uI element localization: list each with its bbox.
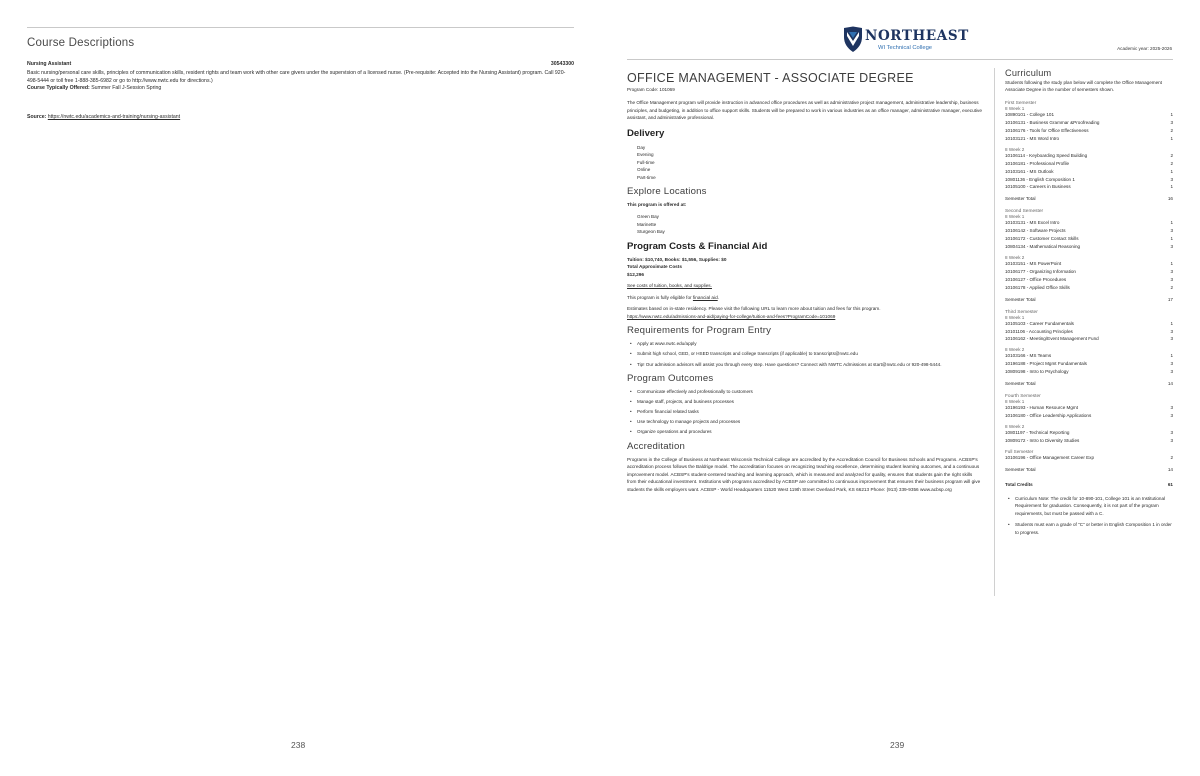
source-link[interactable]: https://nwtc.edu/academics-and-training/nursing-assistant: [47, 114, 181, 120]
page-number: 239: [890, 740, 905, 750]
curriculum-notes: [1005, 495, 1173, 537]
outcomes-list: [627, 388, 982, 436]
course-row: [1005, 335, 1173, 343]
week-label: 8 Week 1: [1005, 314, 1025, 320]
list-item: • Submit high school, GED, or HSED transcripts and college transcripts (if applicable) to transcripts@nwtc.edu: [627, 350, 982, 357]
course-row: [1005, 454, 1173, 462]
semester-total-label: Semester Total: [1005, 196, 1036, 202]
course-credits: 2: [1170, 160, 1173, 166]
course-credits: 1: [1170, 261, 1173, 266]
source-line: [27, 114, 180, 120]
semester-total-value: 14: [1167, 466, 1173, 472]
list-item: Day: [637, 144, 646, 150]
shield-logo-icon: [843, 26, 863, 53]
course-name: 10106114 - Keyboarding Speed Building: [1005, 152, 1088, 158]
course-credits: 1: [1170, 184, 1173, 190]
course-row: [1005, 119, 1173, 127]
locations-intro: This program is offered at:: [627, 202, 687, 208]
week-label: 8 Week 2: [1005, 423, 1025, 429]
course-name: 10106196 - Office Management Career Exp: [1005, 454, 1095, 460]
locations-list: [637, 213, 982, 236]
course-credits: 3: [1170, 268, 1173, 274]
course-credits: 3: [1170, 429, 1173, 435]
course-name: 10890101 - College 101: [1005, 112, 1055, 118]
week-label: 8 Week 1: [1005, 106, 1025, 112]
course-credits: 2: [1170, 128, 1173, 134]
week-label: 8 Week 2: [1005, 347, 1025, 353]
list-item: Green Bay: [637, 213, 659, 219]
total-costs-value: $12,296: [627, 271, 644, 277]
course-name: 10106177 - Organizing Information: [1005, 268, 1076, 274]
course-credits: 2: [1170, 152, 1173, 158]
right-page: [600, 0, 1200, 776]
course-row: [1005, 368, 1173, 376]
course-row: [1005, 360, 1173, 368]
course-heading: [27, 61, 574, 67]
course-row: [1005, 152, 1173, 160]
logo-name: NORTHEAST: [865, 28, 969, 44]
accreditation-text: Programs in the College of Business at Northeast Wisconsin Technical College are accredited by the Accreditation Council for Business Schools and Programs. ACBSP's accreditation process follows the Baldrige model. The accreditation focuses on recognizing teaching excellence, determining student learning outcomes, and a continuous improvement model. ACBSP's student-centered teaching and learning approach, which is measured and analyzed for quality, ensures that students gain the right skills from their educational investment. Institutions with programs accredited by ACBSP are committed to continuous improvement that ensures their business program will give students the skills employers want. ACBSP - World Headquarters 11520 West 119th Street Overland Park, KS 66213 Phone: (913) 339-9356 www.acbsp.org: [627, 456, 981, 492]
costs-link[interactable]: See costs of tuition, books, and supplies.: [627, 283, 712, 289]
course-row: [1005, 404, 1173, 412]
course-credits: 1: [1170, 236, 1173, 242]
estimates-link[interactable]: https://www.nwtc.edu/admissions-and-aid/paying-for-college/tuition-and-fees?ProgramCode=101069: [627, 313, 836, 319]
financial-aid-text: This program is fully eligible for: [627, 294, 693, 300]
course-credits: 2: [1170, 454, 1173, 460]
semester-total-label: Semester Total: [1005, 466, 1036, 472]
page-number: 238: [291, 740, 306, 750]
semester-total-value: 17: [1167, 296, 1173, 302]
course-name: 10801136 - English Composition 1: [1005, 176, 1075, 182]
total-credits-value: 61: [1167, 481, 1173, 487]
course-credits: 3: [1170, 361, 1173, 367]
course-row: [1005, 183, 1173, 191]
week-label: 8 Week 2: [1005, 146, 1025, 152]
course-name: 10103121 - MS Word Intro: [1005, 135, 1060, 141]
semester-title: Fourth Semester: [1005, 394, 1041, 400]
course-credits: 3: [1170, 328, 1173, 334]
program-intro: The Office Management program will provide instruction in advanced office procedures as well as administrative project management, administrative leadership, business principles, and budgeting, in addition to office support skills. Students will be prepared to work in various industries as an office manager, administrative manager, executive assistant, and administrative professional.: [627, 100, 982, 121]
course-row: [1005, 111, 1173, 119]
curriculum-intro: Students following the study plan below will complete the Office Management Associate Degree in the number of semesters shown.: [1005, 80, 1162, 93]
course-name: 10101106 - Accounting Principles: [1005, 328, 1073, 334]
locations-heading: Explore Locations: [627, 186, 707, 198]
course-row: [1005, 429, 1173, 437]
semester-title: Third Semester: [1005, 309, 1038, 315]
program-title: OFFICE MANAGEMENT - ASSOCIATE DEGREE: [627, 71, 914, 85]
course-credits: 3: [1170, 228, 1173, 234]
offered-label: Course Typically Offered:: [27, 85, 90, 91]
course-credits: 1: [1170, 220, 1173, 226]
requirements-heading: Requirements for Program Entry: [627, 325, 772, 337]
course-credits: 1: [1170, 320, 1173, 326]
list-item: Online: [637, 167, 651, 173]
course-row: [1005, 235, 1173, 243]
course-name: 10106180 - Office Leadership Applications: [1005, 412, 1092, 418]
course-name: 10106181 - Professional Profile: [1005, 160, 1070, 166]
course-row: [1005, 412, 1173, 420]
course-credits: 1: [1170, 168, 1173, 174]
course-credits: 3: [1170, 405, 1173, 411]
course-row: [1005, 243, 1173, 251]
course-name: 10106176 - Tools for Office Effectiveness: [1005, 128, 1089, 134]
semester-total-value: 14: [1167, 381, 1173, 387]
list-item: • Apply at www.nwtc.edu/apply: [627, 340, 982, 347]
course-name: 10103166 - MS Teams: [1005, 353, 1052, 359]
course-code: 30543300: [550, 61, 574, 67]
course-credits: 1: [1170, 135, 1173, 141]
program-details: [627, 70, 982, 493]
college-logo: [843, 26, 969, 56]
list-item: Marinette: [637, 221, 657, 227]
offered-value: Summer Fall J-Session Spring: [89, 85, 162, 91]
semester-total-value: 16: [1167, 196, 1173, 202]
course-name: 10105100 - Careers in Business: [1005, 184, 1071, 190]
academic-year: Academic year: 2025-2026: [1117, 46, 1172, 51]
course-credits: 3: [1170, 336, 1173, 342]
week-label: 8 Week 2: [1005, 255, 1025, 260]
list-item: Sturgeon Bay: [637, 229, 665, 235]
top-divider: [27, 27, 574, 28]
course-credits: 3: [1170, 276, 1173, 282]
logo-subtitle: WI Technical College: [878, 45, 933, 51]
total-credits-label: Total Credits: [1005, 481, 1033, 487]
total-credits: [1005, 482, 1173, 487]
financial-aid-suffix: .: [717, 294, 719, 300]
course-name: 10103161 - MS Outlook: [1005, 168, 1054, 174]
course-description: Basic nursing/personal care skills, principles of communication skills, resident rights and team work with other care givers under the supervision of a licensed nurse. (Pre-requisite: Accepted into the Nursing Assistant) program. Call 920-498-5444 or toll free 1-888-385-6982 or go to http://www.nwtc.edu for directions.): [27, 70, 566, 85]
note-item: • Curriculum Note: The credit for 10-890-101, College 101 is an Institutional Requirement for graduation. Consequently, it is not part of the program requirements, but must be passed with a C.: [1005, 495, 1173, 518]
week-label: 8 Week 1: [1005, 214, 1025, 220]
list-item: • Tip! Our admission advisors will assist you through every step. Have questions? Connect with NWTC Admissions at start@nwtc.edu or 920-498-5444.: [627, 361, 982, 368]
outcomes-heading: Program Outcomes: [627, 372, 714, 384]
course-credits: 3: [1170, 412, 1173, 418]
course-row: [1005, 352, 1173, 360]
curriculum-panel: [994, 68, 1173, 596]
list-item: • Communicate effectively and professionally to customers: [627, 388, 982, 395]
course-name: 10106127 - Office Procedures: [1005, 276, 1067, 282]
semester-title: Second Semester: [1005, 209, 1044, 215]
estimates-text: Estimates based on in-state residency. Please visit the following URL to learn more about tuition and fees for this program.: [627, 306, 881, 312]
course-name: 10801197 - Technical Reporting: [1005, 429, 1070, 435]
section-title: Course Descriptions: [27, 37, 135, 49]
course-row: [1005, 328, 1173, 336]
course-row: [1005, 160, 1173, 168]
top-divider: [627, 59, 1173, 60]
semester-total: [1005, 297, 1173, 302]
course-row: [1005, 176, 1173, 184]
list-item: Evening: [637, 152, 654, 158]
course-row: [1005, 127, 1173, 135]
semester-total: [1005, 196, 1173, 201]
semester-total-label: Semester Total: [1005, 381, 1036, 387]
course-row: [1005, 268, 1173, 276]
course-name: 10106178 - Applied Office Skills: [1005, 284, 1070, 290]
course-row: [1005, 227, 1173, 235]
course-name: 10196188 - Project Mgmt Fundamentals: [1005, 361, 1087, 367]
course-name: Nursing Assistant: [27, 61, 72, 67]
course-name: 10103151 - MS PowerPoint: [1005, 261, 1062, 266]
course-credits: 3: [1170, 244, 1173, 250]
requirements-list: [627, 340, 982, 368]
course-row: [1005, 437, 1173, 445]
course-credits: 2: [1170, 284, 1173, 290]
course-name: 10804134 - Mathematical Reasoning: [1005, 244, 1081, 250]
accreditation-heading: Accreditation: [627, 440, 686, 452]
list-item: Full-time: [637, 159, 655, 165]
semester-total: [1005, 467, 1173, 472]
list-item: • Organize operations and procedures: [627, 428, 982, 435]
semester-total-label: Semester Total: [1005, 296, 1036, 302]
list-item: • Manage staff, projects, and business processes: [627, 398, 982, 405]
course-row: [1005, 276, 1173, 284]
financial-aid-link[interactable]: financial aid: [692, 294, 718, 300]
course-name: 10196193 - Human Resource Mgmt: [1005, 405, 1079, 411]
curriculum-heading: Curriculum: [1005, 68, 1052, 78]
course-name: 10809198 - Intro to Psychology: [1005, 369, 1069, 375]
course-row: [1005, 320, 1173, 328]
course-credits: 3: [1170, 120, 1173, 126]
course-row: [1005, 219, 1173, 227]
semester-title: First Semester: [1005, 101, 1037, 107]
source-label: Source:: [27, 114, 47, 120]
course-name: 10106142 - Software Projects: [1005, 228, 1066, 234]
course-name: 10809172 - Intro to Diversity Studies: [1005, 437, 1080, 443]
course-row: [1005, 260, 1173, 268]
course-row: [1005, 168, 1173, 176]
course-name: 10106162 - Meeting/Event Management Fund: [1005, 336, 1099, 342]
course-row: [1005, 135, 1173, 143]
note-item: • Students must earn a grade of "C" or better in English Composition 1 in order to progress.: [1005, 521, 1173, 537]
course-name: 10105103 - Career Fundamentals: [1005, 320, 1074, 326]
financial-aid-line: [627, 294, 982, 302]
course-name: 10103131 - MS Excel Intro: [1005, 220, 1060, 226]
course-offered: [27, 85, 161, 91]
course-credits: 3: [1170, 369, 1173, 375]
course-row: [1005, 284, 1173, 292]
delivery-heading: Delivery: [627, 127, 665, 139]
total-costs-label: Total Approximate Costs: [627, 264, 682, 270]
semester-total: [1005, 381, 1173, 386]
delivery-list: [637, 144, 982, 182]
costs-line: Tuition: $10,740, Books: $1,556, Supplies: $0: [627, 256, 727, 262]
course-credits: 3: [1170, 176, 1173, 182]
course-name: 10106131 - Business Grammar &Proofreading: [1005, 120, 1100, 126]
course-credits: 3: [1170, 437, 1173, 443]
costs-heading: Program Costs & Financial Aid: [627, 240, 768, 252]
list-item: • Use technology to manage projects and processes: [627, 418, 982, 425]
course-credits: 1: [1170, 112, 1173, 118]
list-item: • Perform financial related tasks: [627, 408, 982, 415]
list-item: Part-time: [637, 174, 656, 180]
course-name: 10106172 - Customer Contact Skills: [1005, 236, 1079, 242]
week-label: 8 Week 1: [1005, 399, 1025, 405]
week-label: Full Semester: [1005, 448, 1034, 454]
program-code: Program Code: 101069: [627, 87, 675, 92]
course-credits: 1: [1170, 353, 1173, 359]
